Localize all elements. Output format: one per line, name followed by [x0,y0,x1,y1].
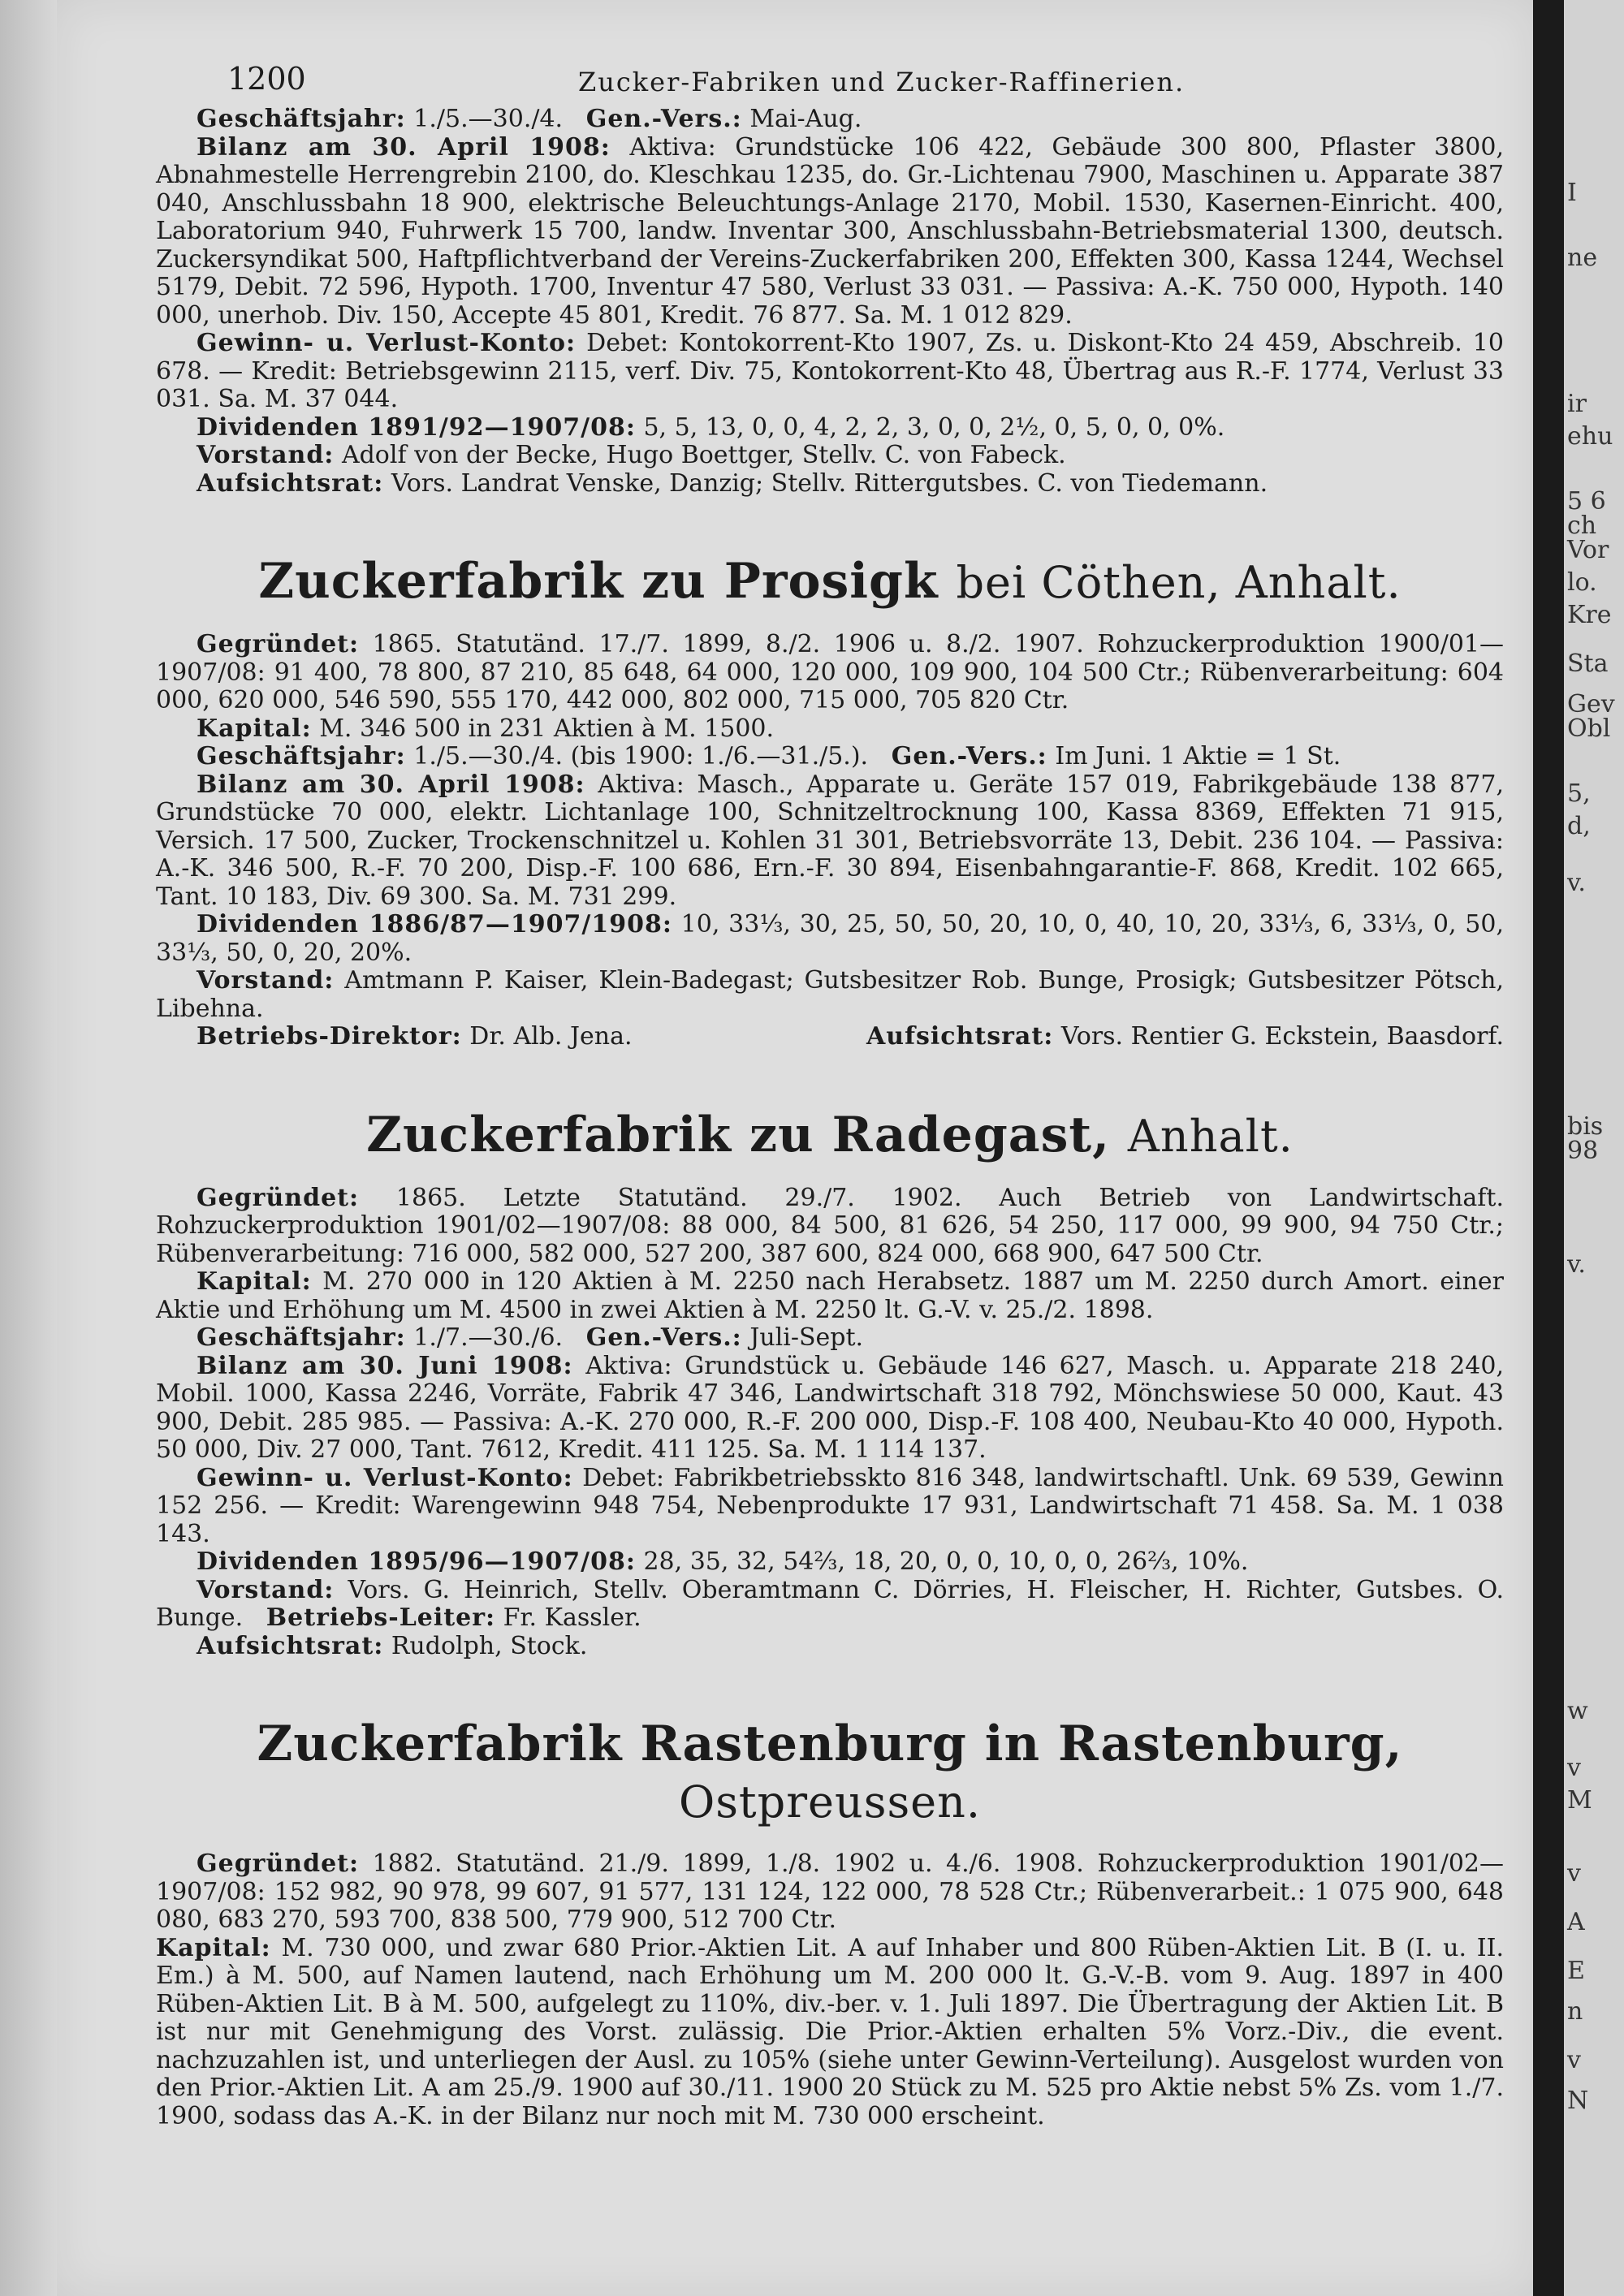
company-title: Zuckerfabrik Rastenburg in Rastenburg, Ostpreussen. [257,1716,1403,1828]
page-content [156,49,1504,2130]
kapital-paragraph: Kapital: M. 270 000 in 120 Aktien à M. 2250 nach Herabsetz. 1887 um M. 2250 durch Amort. einer Aktie und Erhöhung um M. 4500 in zwei Aktien à M. 2250 lt. G.-V. v. 25./2. 1898. [156,1267,1504,1324]
aufsichtsrat: Aufsichtsrat: Vors. Rentier G. Eckstein, Baasdorf. [866,1022,1504,1051]
adjacent-page-fragment: ch [1567,511,1597,540]
adjacent-page-fragment: M [1567,1786,1592,1815]
vorstand-paragraph: Vorstand: Vors. G. Heinrich, Stellv. Oberamtmann C. Dörries, H. Fleischer, H. Richter, Gutsbes. O. Bunge. Betriebs-Leiter: Fr. Kassler. [156,1575,1504,1632]
adjacent-page-fragment: ne [1567,244,1598,272]
entry-continued [156,106,1504,498]
geschaeftsjahr-line: Geschäftsjahr: 1./5.—30./4. Gen.-Vers.: Mai-Aug. [197,105,862,133]
direktor-aufsichtsrat-line [156,1023,1504,1051]
adjacent-page-fragment: Kre [1567,601,1612,629]
adjacent-page-fragment: v. [1567,869,1586,897]
adjacent-page-fragment: v [1567,1859,1581,1888]
adjacent-page-strip [1564,0,1624,2296]
adjacent-page-fragment: Obl [1567,714,1611,743]
adjacent-page-fragment: N [1567,2087,1589,2115]
entry-radegast [156,1107,1504,1661]
adjacent-page-fragment: d, [1567,812,1591,840]
bilanz-paragraph: Bilanz am 30. April 1908: Aktiva: Grundstücke 106 422, Gebäude 300 800, Pflaster 3800, Abnahmestelle Herrengrebin 2100, do. Kleschkau 1235, do. Gr.-Lichtenau 7900, Maschinen u. Apparate 387 040, Anschlussbahn 18 900, elektrische Beleuchtungs-Anlage 2170, Mobil. 1530, Kasernen-Einricht. 400, Laboratorium 940, Fuhrwerk 15 700, landw. Inventar 300, Anschlussbahn-Betriebsmaterial 1300, deutsch. Zuckersyndikat 500, Haftpflichtverband der Vereins-Zuckerfabriken 200, Effekten 300, Kassa 1244, Wechsel 5179, Debit. 72 596, Hypoth. 1700, Inventur 47 580, Verlust 33 031. — Passiva: A.-K. 750 000, Hypoth. 140 000, unerhob. Div. 150, Accepte 45 801, Kredit. 76 877. Sa. M. 1 012 829. [156,132,1504,330]
guv-paragraph: Gewinn- u. Verlust-Konto: Debet: Fabrikbetriebsskto 816 348, landwirtschaftl. Unk. 69 539, Gewinn 152 256. — Kredit: Warengewinn 948 754, Nebenprodukte 17 931, Landwirtschaft 71 458. Sa. M. 1 038 143. [156,1463,1505,1548]
page-number: 1200 [227,61,306,97]
geschaeftsjahr-line: Geschäftsjahr: 1./5.—30./4. (bis 1900: 1./6.—31./5.). Gen.-Vers.: Im Juni. 1 Aktie = 1 St. [197,742,1341,770]
betriebs-direktor: Betriebs-Direktor: Dr. Alb. Jena. [197,1022,633,1051]
adjacent-page-fragment: Sta [1567,650,1609,678]
vorstand-paragraph: Vorstand: Amtmann P. Kaiser, Klein-Badegast; Gutsbesitzer Rob. Bunge, Prosigk; Gutsbesitzer Pötsch, Libehna. [156,966,1504,1023]
adjacent-page-fragment: I [1567,179,1577,207]
dividenden-line: Dividenden 1891/92—1907/08: 5, 5, 13, 0, 0, 4, 2, 2, 3, 0, 0, 2½, 0, 5, 0, 0, 0%. [197,412,1225,442]
adjacent-page-fragment: 5 6 [1567,487,1606,516]
gegruendet-paragraph: Gegründet: 1882. Statutänd. 21./9. 1899, 1./8. 1902 u. 4./6. 1908. Rohzuckerproduktion 1901/02—1907/08: 152 982, 90 978, 99 607, 91 577, 131 124, 122 000, 78 528 Ctr.; Rübenverarbeit.: 1 075 900, 648 080, 683 270, 593 700, 838 500, 779 900, 512 700 Ctr. [156,1849,1504,1934]
running-title: Zucker-Fabriken und Zucker-Raffinerien. [578,67,1186,97]
adjacent-page-fragment: ehu [1567,422,1613,451]
adjacent-page-fragment: bis [1567,1112,1604,1141]
company-title: Zuckerfabrik zu Radegast, Anhalt. [366,1106,1294,1163]
gegruendet-paragraph: Gegründet: 1865. Letzte Statutänd. 29./7. 1902. Auch Betrieb von Landwirtschaft. Rohzuckerproduktion 1901/02—1907/08: 88 000, 84 500, 81 626, 54 250, 117 000, 99 900, 94 750 Ctr.; Rübenverarbeitung: 716 000, 582 000, 527 200, 387 600, 824 000, 668 900, 647 500 Ctr. [156,1183,1504,1268]
kapital-paragraph: Kapital: M. 730 000, und zwar 680 Prior.-Aktien Lit. A auf Inhaber und 800 Rüben-Aktien Lit. B (I. u. II. Em.) à M. 500, auf Namen lautend, nach Erhöhung um M. 200 000 lt. G.-V.-B. vom 9. Aug. 1897 in 400 Rüben-Aktien Lit. B à M. 500, aufgelegt zu 110%, div.-ber. v. 1. Juli 1897. Die Übertragung der Aktien Lit. B ist nur mit Genehmigung des Vorst. zulässig. Die Prior.-Aktien erhalten 5% Vorz.-Div., die event. nachzuzahlen ist, und unterliegen der Ausl. zu 105% (siehe unter Gewinn-Verteilung). Ausgelost wurden von den Prior.-Aktien Lit. A am 25./9. 1900 auf 30./11. 1900 20 Stück zu M. 525 pro Aktie nebst 5% Zs. vom 1./7. 1900, sodass das A.-K. in der Bilanz nur noch mit M. 730 000 erscheint. [156,1933,1504,2130]
company-title: Zuckerfabrik zu Prosigk bei Cöthen, Anhalt. [258,553,1402,610]
guv-paragraph: Gewinn- u. Verlust-Konto: Debet: Kontokorrent-Kto 1907, Zs. u. Diskont-Kto 24 459, Abschreib. 10 678. — Kredit: Betriebsgewinn 2115, verf. Div. 75, Kontokorrent-Kto 48, Übertrag aus R.-F. 1774, Verlust 33 031. Sa. M. 37 044. [156,329,1504,413]
adjacent-page-fragment: v [1567,2046,1581,2074]
scan-left-edge [0,0,57,2296]
adjacent-page-fragment: n [1567,1997,1583,2026]
dividenden-paragraph: Dividenden 1886/87—1907/1908: 10, 33⅓, 30, 25, 50, 50, 20, 10, 0, 40, 10, 20, 33⅓, 6, 33⅓, 0, 50, 33⅓, 50, 0, 20, 20%. [156,910,1504,967]
adjacent-page-fragment: Gev [1567,690,1615,719]
bilanz-paragraph: Bilanz am 30. April 1908: Aktiva: Masch., Apparate u. Geräte 157 019, Fabrikgebäude 138 877, Grundstücke 70 000, elektr. Lichtanlage 100, Schnitzeltrocknung 100, Kassa 8369, Effekten 71 915, Versich. 17 500, Zucker, Trockenschnitzel u. Kohlen 31 301, Betriebsvorräte 13, Debit. 236 104. — Passiva: A.-K. 346 500, R.-F. 70 200, Disp.-F. 100 686, Ern.-F. 30 894, Eisenbahngarantie-F. 868, Kredit. 102 665, Tant. 10 183, Div. 69 300. Sa. M. 731 299. [156,770,1504,911]
adjacent-page-fragment: lo. [1567,568,1597,597]
geschaeftsjahr-line: Geschäftsjahr: 1./7.—30./6. Gen.-Vers.: Juli-Sept. [197,1323,864,1352]
aufsichtsrat-line: Aufsichtsrat: Vors. Landrat Venske, Danzig; Stellv. Rittergutsbes. C. von Tiedemann. [197,468,1268,498]
adjacent-page-fragment: v. [1567,1250,1586,1279]
aufsichtsrat-line: Aufsichtsrat: Rudolph, Stock. [197,1631,588,1660]
running-head [156,49,1504,106]
adjacent-page-fragment: 5, [1567,779,1591,808]
adjacent-page-fragment: 98 [1567,1137,1599,1165]
adjacent-page-fragment: v [1567,1754,1581,1782]
adjacent-page-fragment: Vor [1567,536,1609,564]
adjacent-page-fragment: ir [1567,390,1587,418]
kapital-line: Kapital: M. 346 500 in 231 Aktien à M. 1500. [197,714,775,743]
book-gutter [1533,0,1564,2296]
adjacent-page-fragment: A [1567,1908,1585,1936]
entry-rastenburg [156,1716,1504,2130]
gegruendet-paragraph: Gegründet: 1865. Statutänd. 17./7. 1899, 8./2. 1906 u. 8./2. 1907. Rohzuckerproduktion 1900/01—1907/08: 91 400, 78 800, 87 210, 85 648, 64 000, 120 000, 109 900, 104 500 Ctr.; Rübenverarbeitung: 604 000, 620 000, 546 590, 555 170, 442 000, 802 000, 715 000, 705 820 Ctr. [156,630,1504,714]
adjacent-page-fragment: E [1567,1957,1585,1985]
bilanz-paragraph: Bilanz am 30. Juni 1908: Aktiva: Grundstück u. Gebäude 146 627, Masch. u. Apparate 218 240, Mobil. 1000, Kassa 2246, Vorräte, Fabrik 47 346, Landwirtschaft 318 792, Mönchswiese 50 000, Kaut. 43 900, Debit. 285 985. — Passiva: A.-K. 270 000, R.-F. 200 000, Disp.-F. 108 400, Neubau-Kto 40 000, Hypoth. 50 000, Div. 27 000, Tant. 7612, Kredit. 411 125. Sa. M. 1 114 137. [156,1351,1504,1464]
vorstand-line: Vorstand: Adolf von der Becke, Hugo Boettger, Stellv. C. von Fabeck. [197,441,1066,469]
dividenden-line: Dividenden 1895/96—1907/08: 28, 35, 32, 54⅔, 18, 20, 0, 0, 10, 0, 0, 26⅔, 10%. [197,1547,1249,1576]
entry-prosigk [156,553,1504,1051]
adjacent-page-fragment: w [1567,1697,1588,1725]
